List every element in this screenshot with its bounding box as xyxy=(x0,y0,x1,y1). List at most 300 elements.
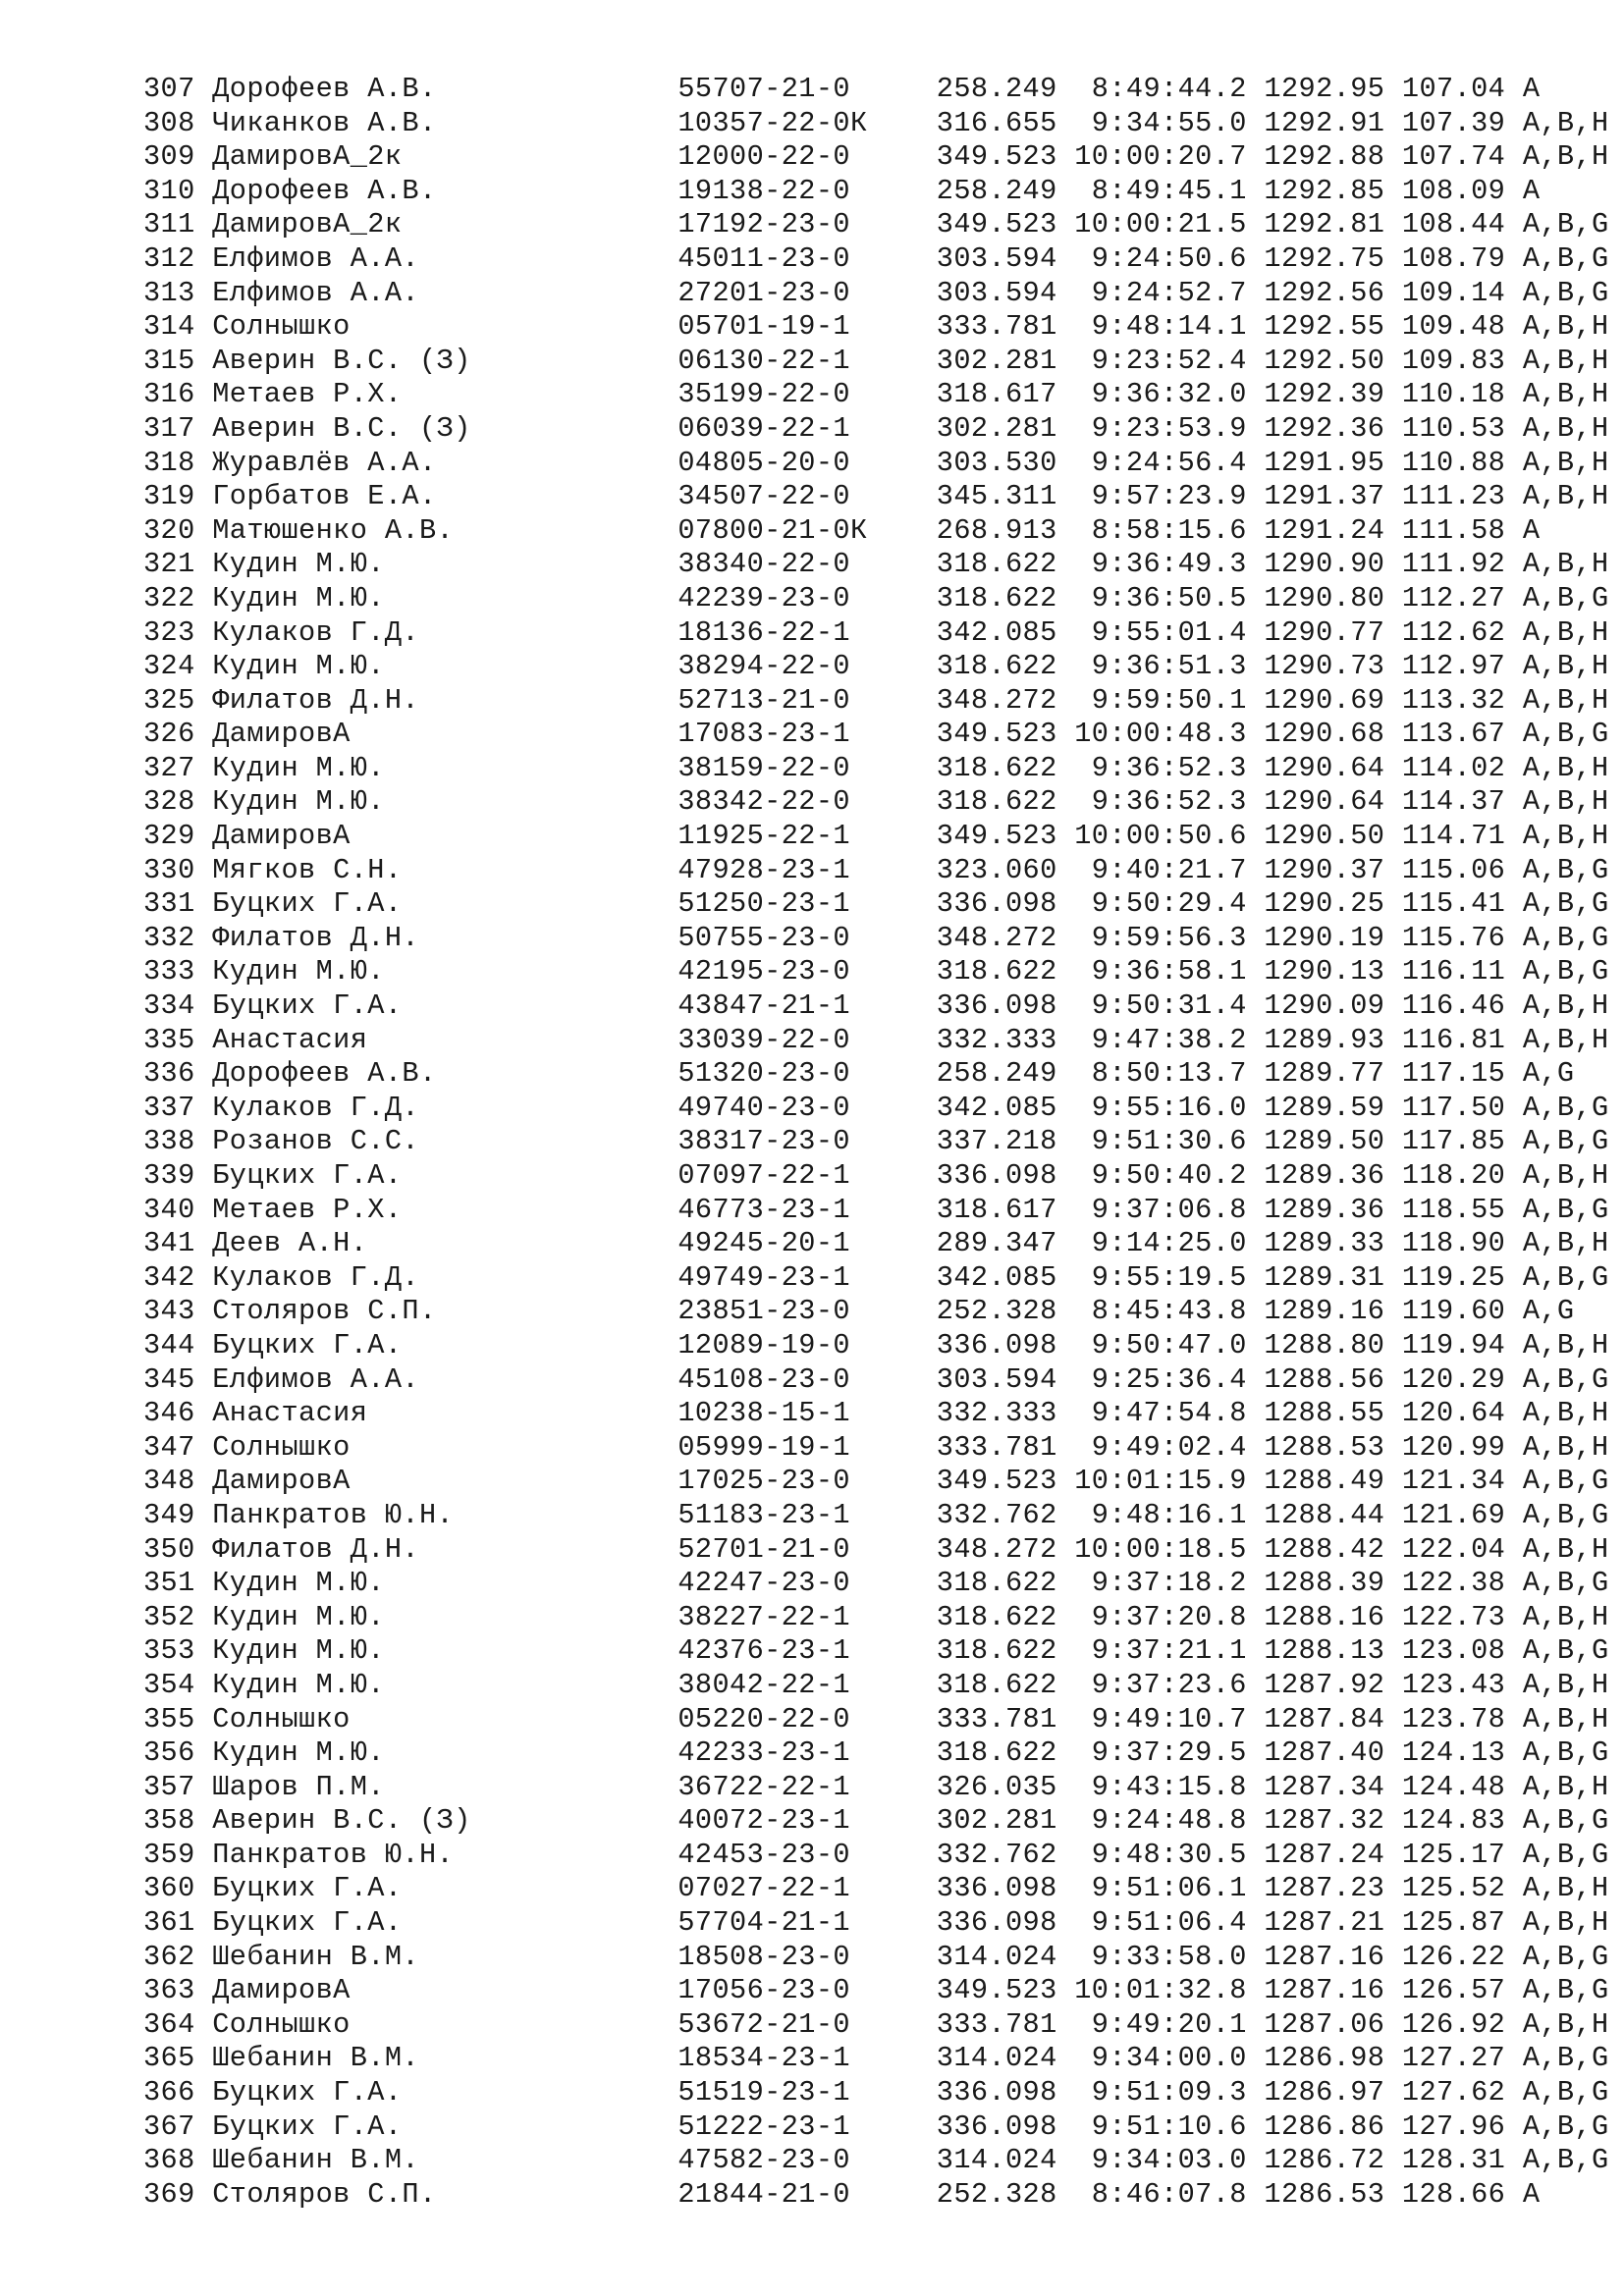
cell-fancier: Буцких Г.А. xyxy=(212,1872,661,1905)
cell-arrival-time: 9:34:55.0 xyxy=(1074,106,1247,139)
cell-fancier: Буцких Г.А. xyxy=(212,989,661,1023)
cell-distance: 336.098 xyxy=(919,1906,1057,1940)
cell-arrival-time: 9:48:30.5 xyxy=(1074,1838,1247,1871)
cell-ring: 18508-23-0 xyxy=(677,1940,902,1973)
cell-place: 311 xyxy=(143,208,195,241)
cell-groups: A xyxy=(1522,513,1541,547)
cell-distance: 342.085 xyxy=(919,1091,1057,1124)
cell-coefficient: 127.96 xyxy=(1401,2109,1506,2143)
cell-distance: 318.622 xyxy=(919,1736,1057,1770)
cell-speed: 1292.56 xyxy=(1264,276,1385,309)
cell-place: 316 xyxy=(143,378,195,411)
result-row xyxy=(143,1669,1609,1703)
cell-place: 312 xyxy=(143,241,195,275)
cell-ring: 38317-23-0 xyxy=(677,1125,902,1158)
cell-coefficient: 117.50 xyxy=(1401,1091,1506,1124)
cell-place: 325 xyxy=(143,683,195,717)
result-row xyxy=(143,1363,1609,1398)
cell-coefficient: 126.22 xyxy=(1401,1940,1506,1973)
cell-place: 359 xyxy=(143,1838,195,1871)
cell-distance: 318.622 xyxy=(919,581,1057,614)
cell-arrival-time: 9:49:20.1 xyxy=(1074,2007,1247,2041)
cell-distance: 349.523 xyxy=(919,208,1057,241)
cell-ring: 52713-21-0 xyxy=(677,683,902,717)
cell-arrival-time: 9:36:52.3 xyxy=(1074,751,1247,784)
cell-distance: 333.781 xyxy=(919,1702,1057,1735)
cell-ring: 42195-23-0 xyxy=(677,955,902,988)
cell-distance: 336.098 xyxy=(919,2109,1057,2143)
cell-ring: 11925-22-1 xyxy=(677,820,902,853)
cell-speed: 1288.39 xyxy=(1264,1567,1385,1600)
cell-groups: A,B,G xyxy=(1522,241,1609,275)
result-row xyxy=(143,820,1609,854)
cell-groups: A,B,G xyxy=(1522,1193,1609,1226)
cell-place: 366 xyxy=(143,2076,195,2109)
cell-place: 357 xyxy=(143,1770,195,1803)
result-row xyxy=(143,1465,1609,1499)
result-row xyxy=(143,1194,1609,1228)
cell-groups: A,B,H xyxy=(1522,411,1609,445)
cell-place: 323 xyxy=(143,615,195,649)
cell-fancier: Елфимов А.А. xyxy=(212,241,661,275)
cell-ring: 35199-22-0 xyxy=(677,378,902,411)
cell-arrival-time: 9:48:16.1 xyxy=(1074,1498,1247,1531)
cell-distance: 318.622 xyxy=(919,785,1057,819)
cell-arrival-time: 9:23:53.9 xyxy=(1074,411,1247,445)
cell-groups: A,G xyxy=(1522,1057,1575,1091)
cell-arrival-time: 10:00:18.5 xyxy=(1074,1532,1247,1566)
cell-coefficient: 116.11 xyxy=(1401,955,1506,988)
cell-distance: 268.913 xyxy=(919,513,1057,547)
cell-distance: 258.249 xyxy=(919,1057,1057,1091)
cell-groups: A,B,H xyxy=(1522,1532,1609,1566)
cell-speed: 1292.50 xyxy=(1264,344,1385,377)
cell-ring: 38227-22-1 xyxy=(677,1600,902,1633)
cell-distance: 336.098 xyxy=(919,989,1057,1023)
cell-ring: 53672-21-0 xyxy=(677,2007,902,2041)
cell-groups: A,B,H xyxy=(1522,2007,1609,2041)
cell-arrival-time: 9:47:54.8 xyxy=(1074,1397,1247,1430)
cell-distance: 318.622 xyxy=(919,1567,1057,1600)
cell-speed: 1287.16 xyxy=(1264,1974,1385,2007)
result-row xyxy=(143,140,1609,175)
cell-coefficient: 114.71 xyxy=(1401,820,1506,853)
cell-ring: 10357-22-0К xyxy=(677,106,902,139)
cell-groups: A,B,G xyxy=(1522,2144,1609,2177)
cell-arrival-time: 8:46:07.8 xyxy=(1074,2177,1247,2211)
cell-distance: 318.622 xyxy=(919,751,1057,784)
cell-groups: A,B,G xyxy=(1522,1567,1609,1600)
cell-groups: A,B,H xyxy=(1522,548,1609,581)
result-row xyxy=(143,1533,1609,1568)
result-row xyxy=(143,2042,1609,2076)
cell-speed: 1290.37 xyxy=(1264,853,1385,886)
cell-arrival-time: 9:49:02.4 xyxy=(1074,1430,1247,1464)
cell-fancier: Панкратов Ю.Н. xyxy=(212,1498,661,1531)
cell-coefficient: 125.52 xyxy=(1401,1872,1506,1905)
cell-distance: 318.622 xyxy=(919,1600,1057,1633)
result-row xyxy=(143,548,1609,582)
result-row xyxy=(143,1227,1609,1261)
cell-fancier: Столяров С.П. xyxy=(212,2177,661,2211)
cell-groups: A,B,G xyxy=(1522,853,1609,886)
cell-speed: 1289.50 xyxy=(1264,1125,1385,1158)
cell-fancier: Метаев Р.Х. xyxy=(212,378,661,411)
result-row xyxy=(143,1941,1609,1975)
cell-fancier: Кудин М.Ю. xyxy=(212,955,661,988)
cell-fancier: Аверин В.С. (З) xyxy=(212,1804,661,1838)
result-row xyxy=(143,1125,1609,1159)
cell-coefficient: 112.97 xyxy=(1401,650,1506,683)
cell-arrival-time: 8:58:15.6 xyxy=(1074,513,1247,547)
cell-arrival-time: 9:40:21.7 xyxy=(1074,853,1247,886)
cell-distance: 314.024 xyxy=(919,2042,1057,2075)
cell-speed: 1290.09 xyxy=(1264,989,1385,1023)
cell-arrival-time: 9:37:21.1 xyxy=(1074,1634,1247,1668)
cell-ring: 46773-23-1 xyxy=(677,1193,902,1226)
cell-arrival-time: 10:00:48.3 xyxy=(1074,718,1247,751)
cell-ring: 34507-22-0 xyxy=(677,480,902,513)
cell-arrival-time: 9:50:40.2 xyxy=(1074,1159,1247,1192)
cell-arrival-time: 9:23:52.4 xyxy=(1074,344,1247,377)
cell-ring: 51519-23-1 xyxy=(677,2076,902,2109)
cell-coefficient: 121.34 xyxy=(1401,1465,1506,1498)
cell-ring: 07800-21-0К xyxy=(677,513,902,547)
cell-coefficient: 115.41 xyxy=(1401,887,1506,921)
cell-groups: A,B,G xyxy=(1522,2109,1609,2143)
cell-place: 365 xyxy=(143,2042,195,2075)
cell-speed: 1288.44 xyxy=(1264,1498,1385,1531)
cell-ring: 05701-19-1 xyxy=(677,310,902,344)
cell-speed: 1289.31 xyxy=(1264,1260,1385,1294)
cell-speed: 1292.75 xyxy=(1264,241,1385,275)
cell-distance: 318.622 xyxy=(919,1634,1057,1668)
result-row xyxy=(143,616,1609,651)
cell-distance: 323.060 xyxy=(919,853,1057,886)
cell-place: 313 xyxy=(143,276,195,309)
cell-speed: 1290.69 xyxy=(1264,683,1385,717)
cell-groups: A,B,H xyxy=(1522,1023,1609,1056)
result-row xyxy=(143,480,1609,514)
cell-arrival-time: 9:37:29.5 xyxy=(1074,1736,1247,1770)
cell-arrival-time: 9:55:01.4 xyxy=(1074,615,1247,649)
cell-arrival-time: 9:51:10.6 xyxy=(1074,2109,1247,2143)
cell-ring: 52701-21-0 xyxy=(677,1532,902,1566)
cell-fancier: Панкратов Ю.Н. xyxy=(212,1838,661,1871)
cell-fancier: Елфимов А.А. xyxy=(212,1362,661,1396)
cell-ring: 21844-21-0 xyxy=(677,2177,902,2211)
cell-groups: A,B,H xyxy=(1522,1906,1609,1940)
cell-place: 308 xyxy=(143,106,195,139)
cell-distance: 303.594 xyxy=(919,1362,1057,1396)
cell-arrival-time: 9:50:29.4 xyxy=(1074,887,1247,921)
cell-groups: A,B,H xyxy=(1522,1668,1609,1701)
cell-distance: 318.617 xyxy=(919,1193,1057,1226)
cell-arrival-time: 9:37:20.8 xyxy=(1074,1600,1247,1633)
cell-place: 335 xyxy=(143,1023,195,1056)
cell-coefficient: 110.18 xyxy=(1401,378,1506,411)
cell-fancier: Кудин М.Ю. xyxy=(212,1600,661,1633)
result-row xyxy=(143,989,1609,1024)
cell-place: 343 xyxy=(143,1295,195,1328)
cell-fancier: Кудин М.Ю. xyxy=(212,751,661,784)
cell-speed: 1292.55 xyxy=(1264,310,1385,344)
cell-place: 355 xyxy=(143,1702,195,1735)
cell-ring: 42376-23-1 xyxy=(677,1634,902,1668)
cell-speed: 1287.06 xyxy=(1264,2007,1385,2041)
cell-fancier: Розанов С.С. xyxy=(212,1125,661,1158)
cell-ring: 38340-22-0 xyxy=(677,548,902,581)
cell-place: 330 xyxy=(143,853,195,886)
result-row xyxy=(143,1261,1609,1296)
cell-distance: 318.617 xyxy=(919,378,1057,411)
cell-ring: 23851-23-0 xyxy=(677,1295,902,1328)
cell-place: 336 xyxy=(143,1057,195,1091)
result-row xyxy=(143,1601,1609,1635)
result-row xyxy=(143,1092,1609,1126)
cell-coefficient: 112.27 xyxy=(1401,581,1506,614)
cell-groups: A,B,H xyxy=(1522,1159,1609,1192)
cell-place: 358 xyxy=(143,1804,195,1838)
cell-coefficient: 119.94 xyxy=(1401,1328,1506,1362)
cell-groups: A,B,H xyxy=(1522,446,1609,479)
cell-place: 315 xyxy=(143,344,195,377)
cell-coefficient: 115.06 xyxy=(1401,853,1506,886)
cell-ring: 19138-22-0 xyxy=(677,174,902,207)
cell-groups: A,B,H xyxy=(1522,820,1609,853)
cell-fancier: Буцких Г.А. xyxy=(212,1906,661,1940)
cell-coefficient: 116.46 xyxy=(1401,989,1506,1023)
cell-coefficient: 121.69 xyxy=(1401,1498,1506,1531)
cell-speed: 1291.37 xyxy=(1264,480,1385,513)
cell-place: 338 xyxy=(143,1125,195,1158)
cell-ring: 42453-23-0 xyxy=(677,1838,902,1871)
cell-distance: 342.085 xyxy=(919,615,1057,649)
cell-speed: 1287.23 xyxy=(1264,1872,1385,1905)
cell-distance: 318.622 xyxy=(919,650,1057,683)
cell-speed: 1286.98 xyxy=(1264,2042,1385,2075)
cell-coefficient: 110.88 xyxy=(1401,446,1506,479)
cell-place: 362 xyxy=(143,1940,195,1973)
result-row xyxy=(143,1839,1609,1873)
cell-distance: 332.762 xyxy=(919,1838,1057,1871)
cell-fancier: Филатов Д.Н. xyxy=(212,921,661,954)
cell-place: 337 xyxy=(143,1091,195,1124)
result-row xyxy=(143,2144,1609,2178)
cell-ring: 17083-23-1 xyxy=(677,718,902,751)
cell-coefficient: 119.25 xyxy=(1401,1260,1506,1294)
cell-coefficient: 125.17 xyxy=(1401,1838,1506,1871)
cell-fancier: Деев А.Н. xyxy=(212,1227,661,1260)
cell-speed: 1291.95 xyxy=(1264,446,1385,479)
cell-groups: A,B,G xyxy=(1522,2042,1609,2075)
cell-speed: 1292.81 xyxy=(1264,208,1385,241)
cell-place: 363 xyxy=(143,1974,195,2007)
cell-place: 318 xyxy=(143,446,195,479)
cell-place: 352 xyxy=(143,1600,195,1633)
result-row xyxy=(143,650,1609,684)
cell-speed: 1289.59 xyxy=(1264,1091,1385,1124)
cell-ring: 06130-22-1 xyxy=(677,344,902,377)
cell-coefficient: 108.09 xyxy=(1401,174,1506,207)
cell-ring: 43847-21-1 xyxy=(677,989,902,1023)
cell-coefficient: 123.08 xyxy=(1401,1634,1506,1668)
cell-ring: 18136-22-1 xyxy=(677,615,902,649)
cell-ring: 49245-20-1 xyxy=(677,1227,902,1260)
cell-arrival-time: 9:36:50.5 xyxy=(1074,581,1247,614)
cell-distance: 336.098 xyxy=(919,1159,1057,1192)
result-row xyxy=(143,1567,1609,1601)
result-row xyxy=(143,1974,1609,2008)
cell-coefficient: 111.92 xyxy=(1401,548,1506,581)
cell-speed: 1291.24 xyxy=(1264,513,1385,547)
cell-fancier: Горбатов Е.А. xyxy=(212,480,661,513)
cell-coefficient: 107.39 xyxy=(1401,106,1506,139)
result-row xyxy=(143,1703,1609,1737)
cell-arrival-time: 9:59:56.3 xyxy=(1074,921,1247,954)
cell-distance: 349.523 xyxy=(919,1974,1057,2007)
result-row xyxy=(143,684,1609,719)
cell-groups: A,B,H xyxy=(1522,1328,1609,1362)
cell-coefficient: 109.48 xyxy=(1401,310,1506,344)
cell-distance: 345.311 xyxy=(919,480,1057,513)
cell-place: 331 xyxy=(143,887,195,921)
result-row xyxy=(143,378,1609,412)
cell-speed: 1290.50 xyxy=(1264,820,1385,853)
cell-coefficient: 122.38 xyxy=(1401,1567,1506,1600)
cell-groups: A,B,G xyxy=(1522,1125,1609,1158)
cell-place: 356 xyxy=(143,1736,195,1770)
cell-groups: A,B,G xyxy=(1522,1940,1609,1973)
cell-speed: 1286.72 xyxy=(1264,2144,1385,2177)
cell-ring: 17025-23-0 xyxy=(677,1465,902,1498)
cell-place: 341 xyxy=(143,1227,195,1260)
cell-arrival-time: 9:55:16.0 xyxy=(1074,1091,1247,1124)
cell-distance: 326.035 xyxy=(919,1770,1057,1803)
cell-groups: A,B,G xyxy=(1522,1838,1609,1871)
cell-arrival-time: 9:50:47.0 xyxy=(1074,1328,1247,1362)
cell-coefficient: 122.04 xyxy=(1401,1532,1506,1566)
cell-place: 367 xyxy=(143,2109,195,2143)
cell-fancier: ДамировА xyxy=(212,820,661,853)
cell-speed: 1289.33 xyxy=(1264,1227,1385,1260)
cell-coefficient: 125.87 xyxy=(1401,1906,1506,1940)
cell-arrival-time: 9:51:06.1 xyxy=(1074,1872,1247,1905)
cell-place: 328 xyxy=(143,785,195,819)
cell-speed: 1290.64 xyxy=(1264,751,1385,784)
cell-ring: 17056-23-0 xyxy=(677,1974,902,2007)
cell-groups: A,B,H xyxy=(1522,1702,1609,1735)
cell-distance: 348.272 xyxy=(919,1532,1057,1566)
cell-speed: 1290.77 xyxy=(1264,615,1385,649)
cell-groups: A,B,H xyxy=(1522,615,1609,649)
cell-coefficient: 118.90 xyxy=(1401,1227,1506,1260)
cell-fancier: Шаров П.М. xyxy=(212,1770,661,1803)
cell-groups: A,B,G xyxy=(1522,921,1609,954)
cell-ring: 51222-23-1 xyxy=(677,2109,902,2143)
cell-coefficient: 123.43 xyxy=(1401,1668,1506,1701)
cell-distance: 302.281 xyxy=(919,1804,1057,1838)
cell-arrival-time: 9:37:18.2 xyxy=(1074,1567,1247,1600)
cell-coefficient: 126.92 xyxy=(1401,2007,1506,2041)
cell-fancier: ДамировА_2к xyxy=(212,208,661,241)
cell-arrival-time: 9:51:30.6 xyxy=(1074,1125,1247,1158)
cell-groups: A xyxy=(1522,174,1541,207)
cell-fancier: Анастасия xyxy=(212,1023,661,1056)
cell-ring: 07027-22-1 xyxy=(677,1872,902,1905)
cell-fancier: Аверин В.С. (З) xyxy=(212,344,661,377)
cell-speed: 1288.80 xyxy=(1264,1328,1385,1362)
cell-speed: 1287.92 xyxy=(1264,1668,1385,1701)
cell-ring: 18534-23-1 xyxy=(677,2042,902,2075)
cell-fancier: Филатов Д.Н. xyxy=(212,1532,661,1566)
cell-distance: 303.530 xyxy=(919,446,1057,479)
cell-fancier: Чиканков А.В. xyxy=(212,106,661,139)
cell-place: 344 xyxy=(143,1328,195,1362)
cell-place: 307 xyxy=(143,73,195,105)
cell-groups: A,B,G xyxy=(1522,1362,1609,1396)
cell-speed: 1292.85 xyxy=(1264,174,1385,207)
cell-place: 360 xyxy=(143,1872,195,1905)
cell-speed: 1292.88 xyxy=(1264,140,1385,174)
result-row xyxy=(143,1329,1609,1363)
cell-place: 334 xyxy=(143,989,195,1023)
cell-distance: 314.024 xyxy=(919,2144,1057,2177)
cell-place: 340 xyxy=(143,1193,195,1226)
result-row xyxy=(143,175,1609,209)
cell-coefficient: 120.29 xyxy=(1401,1362,1506,1396)
cell-coefficient: 113.32 xyxy=(1401,683,1506,717)
cell-place: 368 xyxy=(143,2144,195,2177)
cell-arrival-time: 9:47:38.2 xyxy=(1074,1023,1247,1056)
cell-arrival-time: 9:36:32.0 xyxy=(1074,378,1247,411)
cell-speed: 1289.36 xyxy=(1264,1193,1385,1226)
cell-groups: A,B,H xyxy=(1522,785,1609,819)
cell-ring: 04805-20-0 xyxy=(677,446,902,479)
cell-fancier: Кудин М.Ю. xyxy=(212,548,661,581)
cell-ring: 33039-22-0 xyxy=(677,1023,902,1056)
cell-ring: 45011-23-0 xyxy=(677,241,902,275)
cell-place: 364 xyxy=(143,2007,195,2041)
cell-coefficient: 117.15 xyxy=(1401,1057,1506,1091)
cell-groups: A,B,H xyxy=(1522,1770,1609,1803)
cell-speed: 1288.16 xyxy=(1264,1600,1385,1633)
cell-fancier: Журавлёв А.А. xyxy=(212,446,661,479)
cell-coefficient: 127.27 xyxy=(1401,2042,1506,2075)
cell-groups: A,B,G xyxy=(1522,1974,1609,2007)
cell-arrival-time: 9:34:03.0 xyxy=(1074,2144,1247,2177)
cell-place: 354 xyxy=(143,1668,195,1701)
cell-arrival-time: 9:37:23.6 xyxy=(1074,1668,1247,1701)
result-row xyxy=(143,310,1609,345)
cell-groups: A,B,H xyxy=(1522,1600,1609,1633)
cell-distance: 252.328 xyxy=(919,1295,1057,1328)
cell-groups: A,B,G xyxy=(1522,718,1609,751)
cell-distance: 316.655 xyxy=(919,106,1057,139)
cell-arrival-time: 9:34:00.0 xyxy=(1074,2042,1247,2075)
cell-coefficient: 112.62 xyxy=(1401,615,1506,649)
cell-arrival-time: 10:01:32.8 xyxy=(1074,1974,1247,2007)
cell-distance: 336.098 xyxy=(919,2076,1057,2109)
result-row xyxy=(143,1057,1609,1092)
cell-speed: 1286.53 xyxy=(1264,2177,1385,2211)
cell-arrival-time: 9:48:14.1 xyxy=(1074,310,1247,344)
cell-distance: 332.333 xyxy=(919,1023,1057,1056)
cell-arrival-time: 9:24:52.7 xyxy=(1074,276,1247,309)
cell-fancier: ДамировА_2к xyxy=(212,140,661,174)
cell-place: 329 xyxy=(143,820,195,853)
cell-ring: 38042-22-1 xyxy=(677,1668,902,1701)
